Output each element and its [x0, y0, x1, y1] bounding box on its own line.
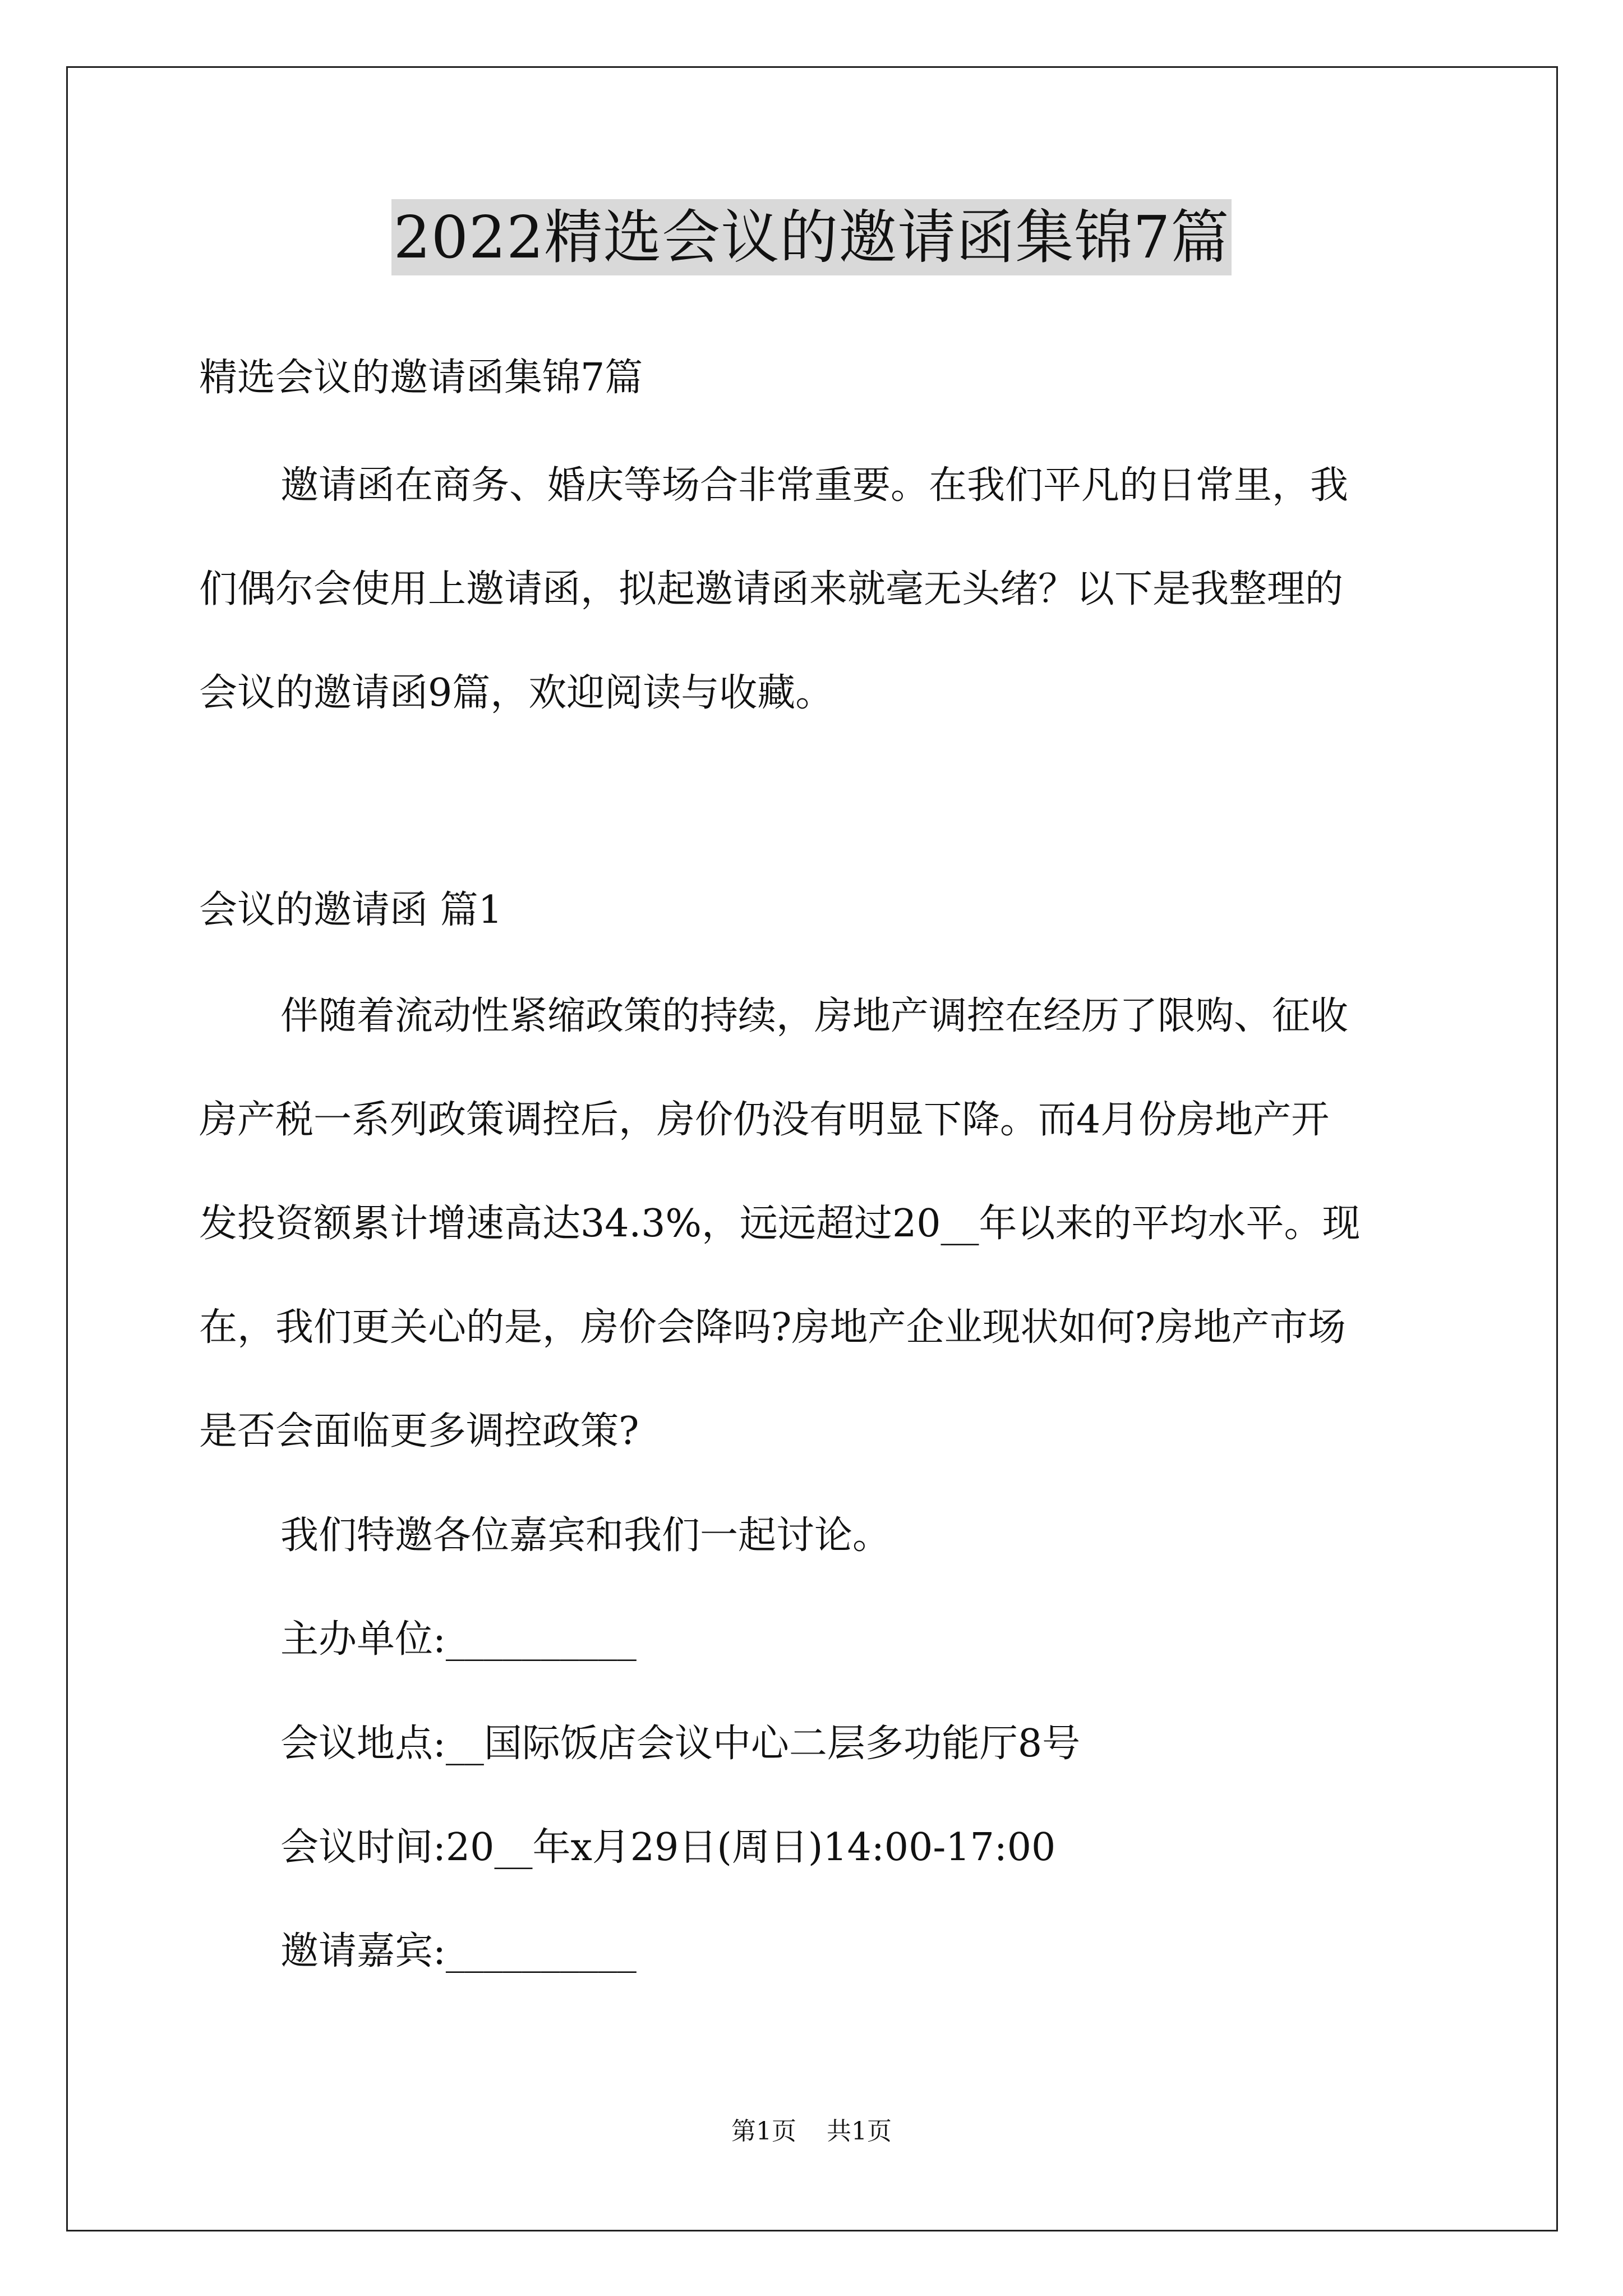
organizer-line: 主办单位:__________	[280, 1617, 637, 1662]
intro-line-1: 邀请函在商务、婚庆等场合非常重要。在我们平凡的日常里，我	[280, 463, 1349, 508]
section-line-2: 房产税一系列政策调控后，房价仍没有明显下降。而4月份房地产开	[199, 1098, 1330, 1142]
guests-line: 邀请嘉宾:__________	[280, 1929, 637, 1973]
section-heading: 会议的邀请函 篇1	[199, 888, 502, 932]
intro-line-3: 会议的邀请函9篇，欢迎阅读与收藏。	[199, 671, 834, 715]
time-line: 会议时间:20__年x月29日(周日)14:00-17:00	[280, 1825, 1056, 1870]
page-total: 共1页	[827, 2117, 892, 2146]
intro-line-2: 们偶尔会使用上邀请函，拟起邀请函来就毫无头绪？以下是我整理的	[199, 567, 1344, 611]
page-number: 第1页	[731, 2117, 796, 2146]
location-line: 会议地点:__国际饭店会议中心二层多功能厅8号	[280, 1722, 1081, 1766]
section-line-3: 发投资额累计增速高达34.3%，远远超过20__年以来的平均水平。现	[199, 1202, 1361, 1246]
section-line-1: 伴随着流动性紧缩政策的持续，房地产调控在经历了限购、征收	[280, 994, 1349, 1038]
page-footer	[0, 2115, 1623, 2148]
document-subtitle: 精选会议的邀请函集锦7篇	[199, 356, 643, 400]
title-container	[0, 199, 1623, 275]
invite-line: 我们特邀各位嘉宾和我们一起讨论。	[280, 1513, 891, 1558]
section-line-4: 在，我们更关心的是，房价会降吗?房地产企业现状如何?房地产市场	[199, 1305, 1346, 1350]
section-line-5: 是否会面临更多调控政策?	[199, 1409, 639, 1453]
page-title: 2022精选会议的邀请函集锦7篇	[391, 199, 1232, 275]
